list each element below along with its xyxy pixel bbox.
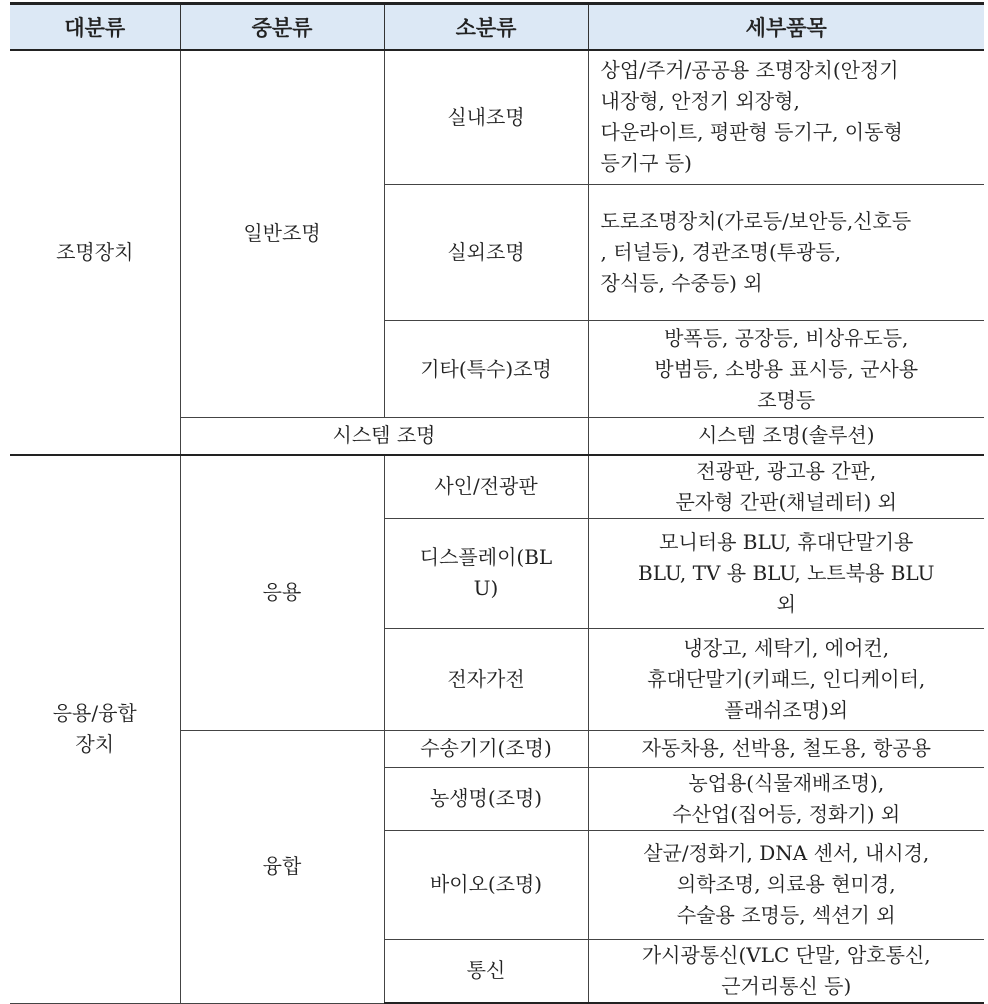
sub-line: 전자가전 bbox=[447, 666, 525, 691]
sub-category bbox=[384, 518, 588, 628]
detail-line: 내장형, 안정기 외장형, bbox=[600, 89, 800, 114]
detail-items bbox=[588, 730, 984, 767]
detail-line: 가시광통신(VLC 단말, 암호통신, bbox=[641, 942, 931, 967]
detail-line: BLU, TV 용 BLU, 노트북용 BLU bbox=[638, 560, 935, 585]
detail-items bbox=[588, 185, 984, 321]
detail-line: 문자형 간판(채널레터) 외 bbox=[675, 489, 898, 514]
sub-line: 사인/전광판 bbox=[434, 474, 538, 498]
detail-line: 장식등, 수중등) 외 bbox=[600, 271, 763, 295]
header-sub: 소분류 bbox=[384, 4, 588, 50]
detail-line: 냉장고, 세탁기, 에어컨, bbox=[683, 635, 890, 660]
sub-category: 실외조명 bbox=[384, 185, 588, 321]
detail-line: 다운라이트, 평판형 등기구, 이동형 bbox=[600, 120, 903, 145]
detail-items bbox=[588, 830, 984, 939]
detail-items bbox=[588, 939, 984, 1003]
header-detail: 세부품목 bbox=[588, 4, 984, 50]
detail-line: 수술용 조명등, 섹션기 외 bbox=[676, 903, 896, 927]
sub-category bbox=[384, 628, 588, 730]
detail-line: 조명등 bbox=[757, 387, 816, 412]
product-classification-table bbox=[10, 2, 984, 1004]
major-line: 응용/융합 bbox=[52, 701, 137, 725]
sub-category bbox=[384, 830, 588, 939]
detail-line: , 터널등), 경관조명(투광등, bbox=[600, 240, 842, 264]
detail-line: 방범등, 소방용 표시등, 군사용 bbox=[654, 356, 919, 381]
header-mid: 중분류 bbox=[180, 4, 384, 50]
sub-line: 통신 bbox=[466, 958, 506, 983]
table-row bbox=[10, 455, 984, 519]
sub-line: U) bbox=[473, 576, 499, 600]
sub-category bbox=[384, 455, 588, 519]
sub-line: 바이오(조명) bbox=[429, 872, 543, 896]
detail-line: 모니터용 BLU, 휴대단말기용 bbox=[659, 529, 914, 554]
detail-line: 전광판, 광고용 간판, bbox=[696, 458, 877, 483]
table-header-row bbox=[10, 4, 984, 50]
detail-line: 상업/주거/공공용 조명장치(안정기 bbox=[600, 58, 899, 83]
detail-items bbox=[588, 321, 984, 418]
sub-line: 농생명(조명) bbox=[429, 786, 543, 810]
detail-items: 시스템 조명(솔루션) bbox=[588, 418, 984, 455]
detail-items bbox=[588, 455, 984, 519]
detail-items bbox=[588, 50, 984, 185]
detail-line: 살균/정화기, DNA 센서, 내시경, bbox=[643, 841, 930, 865]
sub-category bbox=[384, 730, 588, 767]
detail-items bbox=[588, 767, 984, 830]
detail-line: 외 bbox=[776, 591, 796, 616]
sub-category bbox=[384, 939, 588, 1003]
detail-line: 근거리통신 등) bbox=[721, 973, 852, 998]
mid-category-general-lighting: 일반조명 bbox=[180, 50, 384, 418]
major-line: 장치 bbox=[75, 732, 115, 756]
detail-line: 등기구 등) bbox=[600, 151, 692, 176]
detail-line: 휴대단말기(키패드, 인디케이터, bbox=[647, 666, 926, 691]
sub-line: 디스플레이(BL bbox=[419, 545, 553, 569]
mid-category-fusion: 융합 bbox=[180, 730, 384, 1003]
sub-category: 실내조명 bbox=[384, 50, 588, 185]
detail-line: 플래쉬조명)외 bbox=[724, 697, 849, 722]
sub-category bbox=[384, 767, 588, 830]
major-category-application-fusion bbox=[10, 455, 180, 1004]
table-row bbox=[10, 50, 984, 185]
detail-line: 자동차용, 선박용, 철도용, 항공용 bbox=[641, 736, 931, 760]
product-classification-table-wrapper bbox=[10, 2, 984, 1004]
detail-items bbox=[588, 518, 984, 628]
detail-line: 수산업(집어등, 정화기) 외 bbox=[672, 801, 901, 826]
detail-items bbox=[588, 628, 984, 730]
header-major: 대분류 bbox=[10, 4, 180, 50]
detail-line: 농업용(식물재배조명), bbox=[688, 770, 885, 795]
mid-category-application: 응용 bbox=[180, 455, 384, 731]
detail-line: 방폭등, 공장등, 비상유도등, bbox=[664, 325, 909, 350]
sub-line: 수송기기(조명) bbox=[420, 736, 552, 760]
mid-category-system-lighting: 시스템 조명 bbox=[180, 418, 588, 455]
detail-line: 의학조명, 의료용 현미경, bbox=[676, 872, 896, 896]
major-category-lighting: 조명장치 bbox=[10, 50, 180, 455]
detail-line: 도로조명장치(가로등/보안등,신호등 bbox=[600, 209, 912, 233]
sub-category: 기타(특수)조명 bbox=[384, 321, 588, 418]
